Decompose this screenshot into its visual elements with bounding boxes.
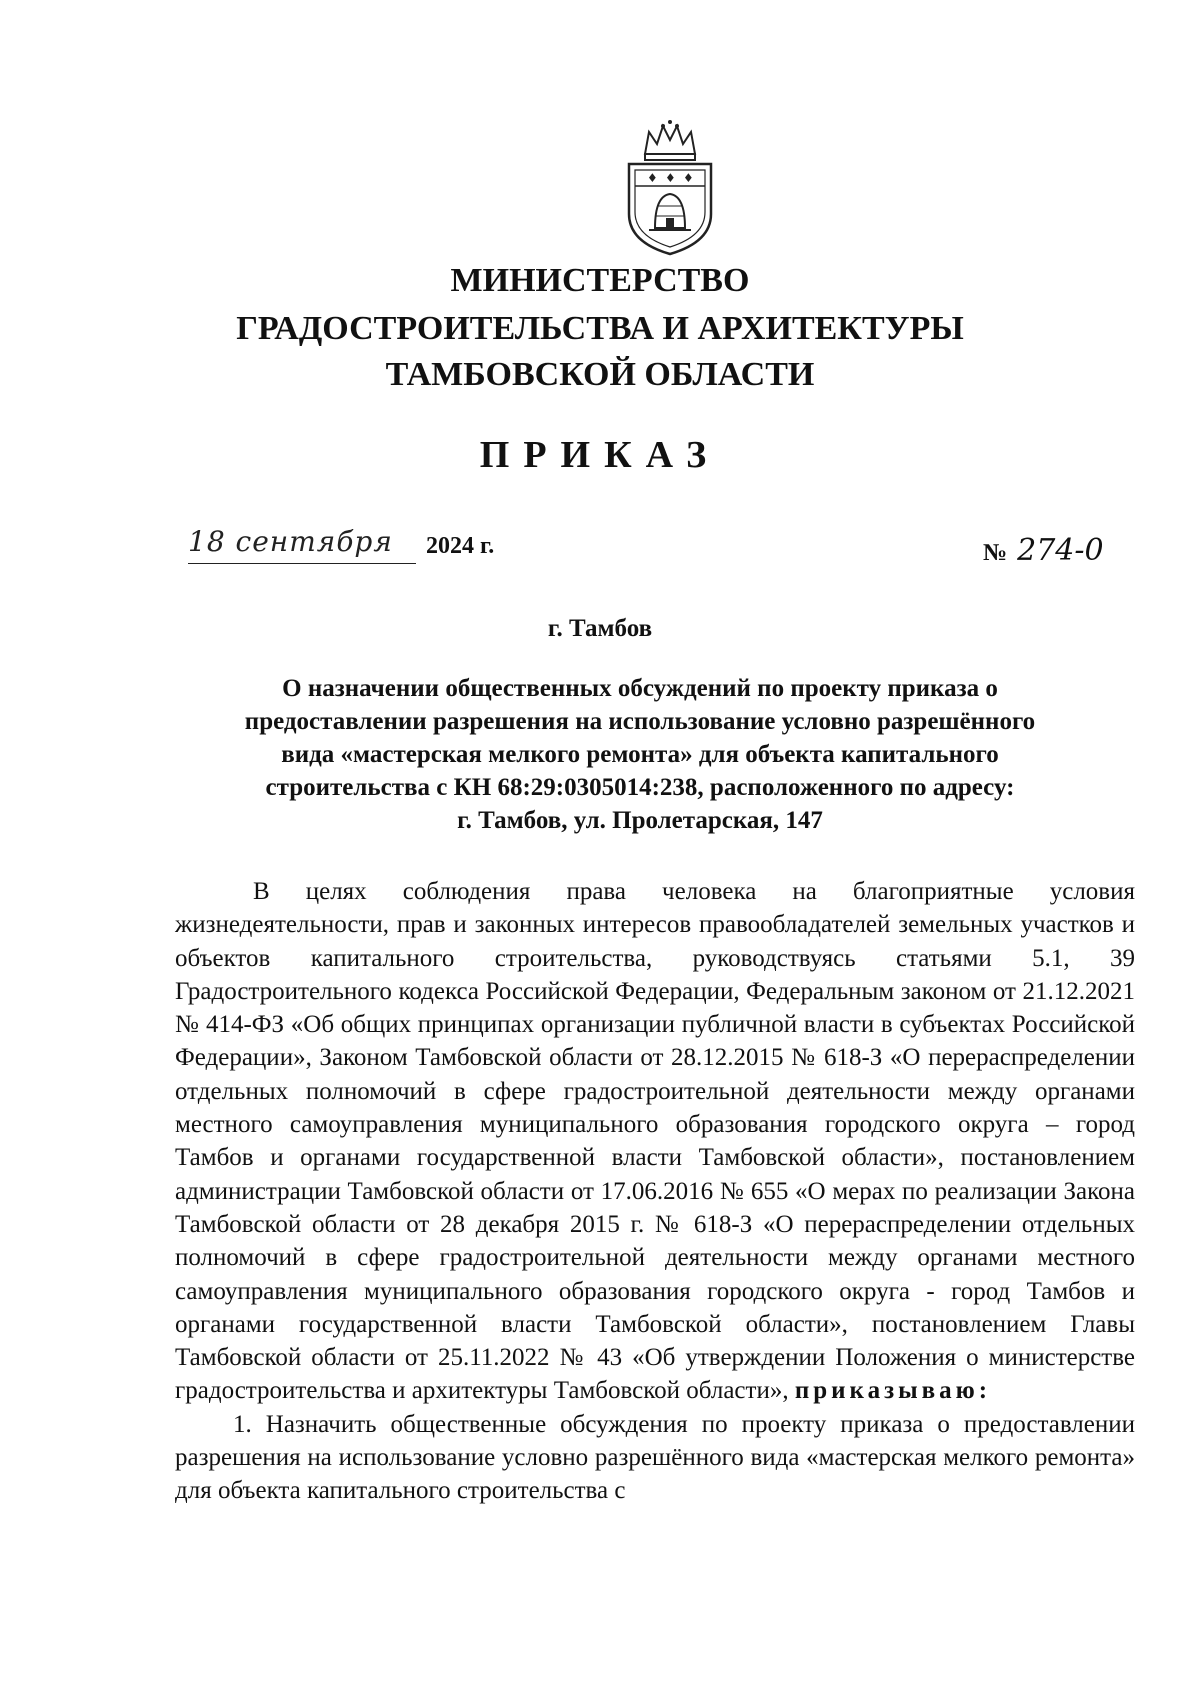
ministry-line-3: ТАМБОВСКОЙ ОБЛАСТИ [385,356,815,393]
number-sign: № [983,540,1008,566]
preamble-paragraph [175,875,1135,1408]
city-name: г. Тамбов [547,615,653,642]
handwritten-date: 18 сентября [188,525,416,564]
item-1-paragraph: 1. Назначить общественные обсуждения по проекту приказа о предоставлении разрешения на использование условно разрешённого вида «мастерская мелкого ремонта» для объекта капитального строительства с [175,1410,1135,1505]
order-number [983,533,1104,568]
ministry-line-1: МИНИСТЕРСТВО [450,262,750,299]
svg-text:♦: ♦ [665,171,676,185]
svg-text:♦: ♦ [647,171,658,185]
preamble-text: В целях соблюдения права человека на благоприятные условия жизнедеятельности, прав и законных интересов правообладателей земельных участков и объектов капитального строительства, руководствуясь статьями 5.1, 39 Градостроительного кодекса Российской Федерации, Федеральным законом от 21.12.2021 № 414-ФЗ «Об общих принципах организации публичной власти в субъектах Российской Федерации», Законом Тамбовской области от 28.12.2015 № 618-З «О перераспределении отдельных полномочий в сфере градостроительной деятельности между органами местного самоуправления муниципального образования городского округа – город Тамбов и органами государственной власти Тамбовской области», постановлением администрации Тамбовской области от 17.06.2016 № 655 «О мерах по реализации Закона Тамбовской области от 28 декабря 2015 г. № 618-З «О перераспределении отдельных полномочий в сфере градостроительной деятельности между органами местного самоуправления муниципального образования городского округа - город Тамбов и органами государственной власти Тамбовской области», постановлением Главы Тамбовской области от 25.11.2022 № 43 «Об утверждении Положения о министерстве градостроительства и архитектуры Тамбовской области», [175,878,1135,1405]
order-title [150,672,1130,837]
title-line: г. Тамбов, ул. Пролетарская, 147 [457,807,823,834]
handwritten-number: 274-0 [1017,533,1104,568]
document-body [175,875,1135,1508]
title-line: О назначении общественных обсуждений по проекту приказа о [282,675,998,702]
title-line: вида «мастерская мелкого ремонта» для объекта капитального [281,741,999,768]
title-line: предоставлении разрешения на использование условно разрешённого [244,708,1036,735]
coat-of-arms-icon [615,118,725,258]
title-line: строительства с КН 68:29:0305014:238, расположенного по адресу: [265,774,1015,801]
ministry-line-2: ГРАДОСТРОИТЕЛЬСТВА И АРХИТЕКТУРЫ [236,310,964,347]
order-word: приказываю: [794,1377,992,1405]
svg-text:♦: ♦ [683,171,694,185]
document-type-heading: ПРИКАЗ [479,434,721,476]
order-year: 2024 г. [426,533,495,559]
